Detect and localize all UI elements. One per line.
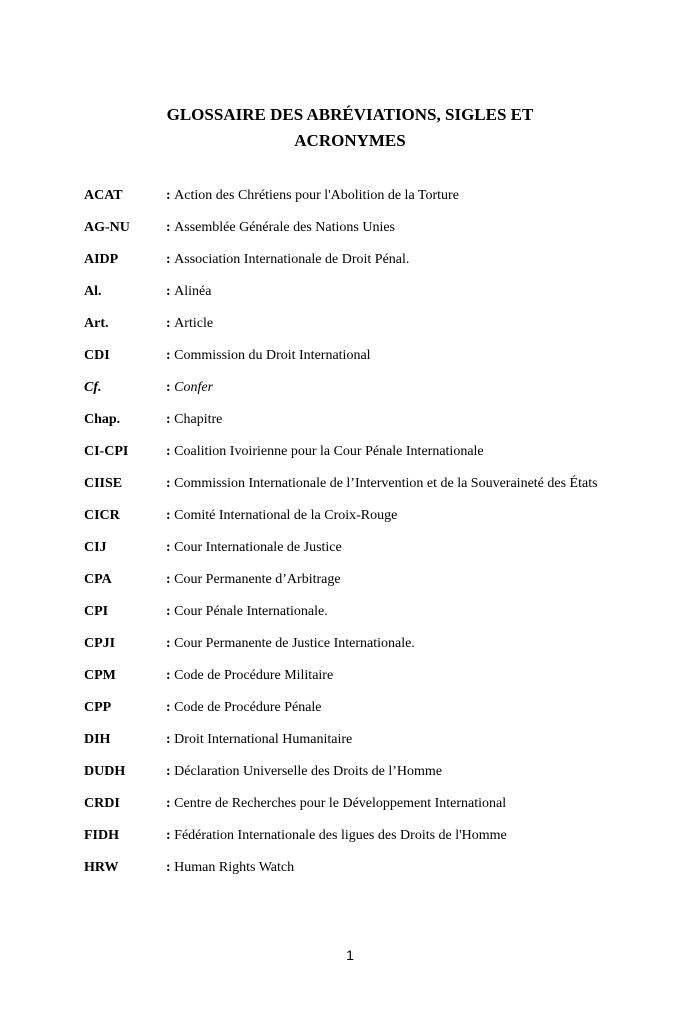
glossary-definition	[166, 410, 636, 429]
glossary-separator: :	[166, 636, 175, 651]
glossary-separator: :	[166, 796, 175, 811]
glossary-entry	[84, 314, 644, 333]
glossary-separator: :	[166, 252, 175, 267]
glossary-definition-text: Action des Chrétiens pour l'Abolition de la Torture	[174, 188, 459, 203]
page-title	[0, 102, 700, 154]
title-line-1: GLOSSAIRE DES ABRÉVIATIONS, SIGLES ET	[166, 105, 534, 124]
glossary-abbreviation: CIISE	[84, 476, 123, 491]
glossary-separator: :	[166, 316, 175, 331]
glossary-definition-text: Coalition Ivoirienne pour la Cour Pénale Internationale	[174, 444, 484, 459]
glossary-definition-text: Human Rights Watch	[174, 860, 295, 875]
glossary-abbreviation: CPA	[84, 572, 112, 587]
glossary-entry	[84, 282, 644, 301]
glossary-separator: :	[166, 476, 175, 491]
glossary-entry	[84, 794, 644, 813]
glossary-definition	[166, 570, 636, 589]
glossary-definition-text: Association Internationale de Droit Pénal.	[174, 252, 410, 267]
glossary-abbreviation: AG-NU	[84, 220, 130, 235]
glossary-separator: :	[166, 764, 175, 779]
glossary-entry	[84, 506, 644, 525]
glossary-definition-text: Code de Procédure Pénale	[174, 700, 322, 715]
glossary-abbreviation: CPI	[84, 604, 109, 619]
glossary-definition	[166, 474, 636, 493]
glossary-abbreviation: CI-CPI	[84, 444, 129, 459]
glossary-definition	[166, 506, 636, 525]
glossary-abbreviation: CDI	[84, 348, 110, 363]
glossary-entry	[84, 474, 644, 493]
glossary-separator: :	[166, 572, 175, 587]
glossary-separator: :	[166, 284, 175, 299]
title-line-2: ACRONYMES	[294, 131, 406, 150]
glossary-entry	[84, 730, 644, 749]
glossary-definition	[166, 762, 636, 781]
glossary-abbreviation: DIH	[84, 732, 111, 747]
glossary-abbreviation: Art.	[84, 316, 109, 331]
glossary-definition-text: Cour Internationale de Justice	[174, 540, 342, 555]
glossary-definition-text: Article	[174, 316, 214, 331]
glossary-abbreviation: CRDI	[84, 796, 120, 811]
glossary-abbreviation: Chap.	[84, 412, 121, 427]
glossary-definition-text: Assemblée Générale des Nations Unies	[174, 220, 395, 235]
glossary-separator: :	[166, 380, 175, 395]
glossary-abbreviation: CPP	[84, 700, 112, 715]
glossary-abbreviation: DUDH	[84, 764, 126, 779]
glossary-definition-text: Cour Permanente de Justice Internationale.	[174, 636, 415, 651]
glossary-entry	[84, 346, 644, 365]
glossary-separator: :	[166, 668, 175, 683]
glossary-abbreviation: ACAT	[84, 188, 123, 203]
glossary-definition	[166, 378, 636, 397]
page-number: 1	[346, 947, 354, 963]
glossary-definition	[166, 186, 636, 205]
glossary-definition	[166, 730, 636, 749]
glossary-separator: :	[166, 220, 175, 235]
glossary-separator: :	[166, 860, 175, 875]
glossary-separator: :	[166, 188, 175, 203]
glossary-separator: :	[166, 412, 175, 427]
glossary-definition-text: Alinéa	[174, 284, 212, 299]
glossary-definition-text: Cour Pénale Internationale.	[174, 604, 328, 619]
glossary-definition	[166, 250, 636, 269]
glossary-entry	[84, 378, 644, 397]
glossary-entry	[84, 218, 644, 237]
glossary-definition-text: Commission Internationale de l’Intervention et de la Souveraineté des États	[174, 476, 598, 491]
glossary-list	[84, 186, 644, 890]
glossary-abbreviation: AIDP	[84, 252, 119, 267]
glossary-abbreviation: HRW	[84, 860, 119, 875]
glossary-definition	[166, 698, 636, 717]
glossary-entry	[84, 570, 644, 589]
glossary-separator: :	[166, 732, 175, 747]
glossary-entry	[84, 410, 644, 429]
glossary-definition	[166, 602, 636, 621]
glossary-definition-text: Code de Procédure Militaire	[174, 668, 334, 683]
glossary-entry	[84, 442, 644, 461]
glossary-separator: :	[166, 348, 175, 363]
glossary-entry	[84, 858, 644, 877]
glossary-definition-text: Cour Permanente d’Arbitrage	[174, 572, 341, 587]
glossary-definition-text: Confer	[174, 380, 214, 395]
glossary-definition	[166, 794, 636, 813]
glossary-definition-text: Commission du Droit International	[174, 348, 371, 363]
glossary-entry	[84, 186, 644, 205]
glossary-definition	[166, 442, 636, 461]
glossary-definition-text: Comité International de la Croix-Rouge	[174, 508, 398, 523]
glossary-definition-text: Centre de Recherches pour le Développement International	[174, 796, 507, 811]
glossary-definition-text: Déclaration Universelle des Droits de l’Homme	[174, 764, 443, 779]
glossary-abbreviation: CIJ	[84, 540, 107, 555]
glossary-abbreviation: Al.	[84, 284, 102, 299]
glossary-separator: :	[166, 508, 175, 523]
glossary-definition	[166, 538, 636, 557]
glossary-abbreviation: CPJI	[84, 636, 116, 651]
glossary-definition	[166, 666, 636, 685]
glossary-definition	[166, 346, 636, 365]
glossary-entry	[84, 762, 644, 781]
glossary-separator: :	[166, 700, 175, 715]
glossary-definition	[166, 218, 636, 237]
glossary-definition-text: Chapitre	[174, 412, 223, 427]
glossary-definition-text: Fédération Internationale des ligues des Droits de l'Homme	[174, 828, 507, 843]
glossary-entry	[84, 602, 644, 621]
glossary-entry	[84, 826, 644, 845]
glossary-entry	[84, 250, 644, 269]
glossary-definition	[166, 858, 636, 877]
glossary-separator: :	[166, 444, 175, 459]
glossary-definition-text: Droit International Humanitaire	[174, 732, 353, 747]
glossary-entry	[84, 634, 644, 653]
glossary-separator: :	[166, 540, 175, 555]
glossary-entry	[84, 538, 644, 557]
glossary-definition	[166, 826, 636, 845]
glossary-separator: :	[166, 604, 175, 619]
glossary-entry	[84, 698, 644, 717]
glossary-abbreviation: Cf.	[84, 380, 102, 395]
glossary-abbreviation: CICR	[84, 508, 120, 523]
glossary-abbreviation: CPM	[84, 668, 116, 683]
glossary-definition	[166, 314, 636, 333]
glossary-definition	[166, 634, 636, 653]
glossary-abbreviation: FIDH	[84, 828, 119, 843]
glossary-entry	[84, 666, 644, 685]
glossary-definition	[166, 282, 636, 301]
glossary-separator: :	[166, 828, 175, 843]
